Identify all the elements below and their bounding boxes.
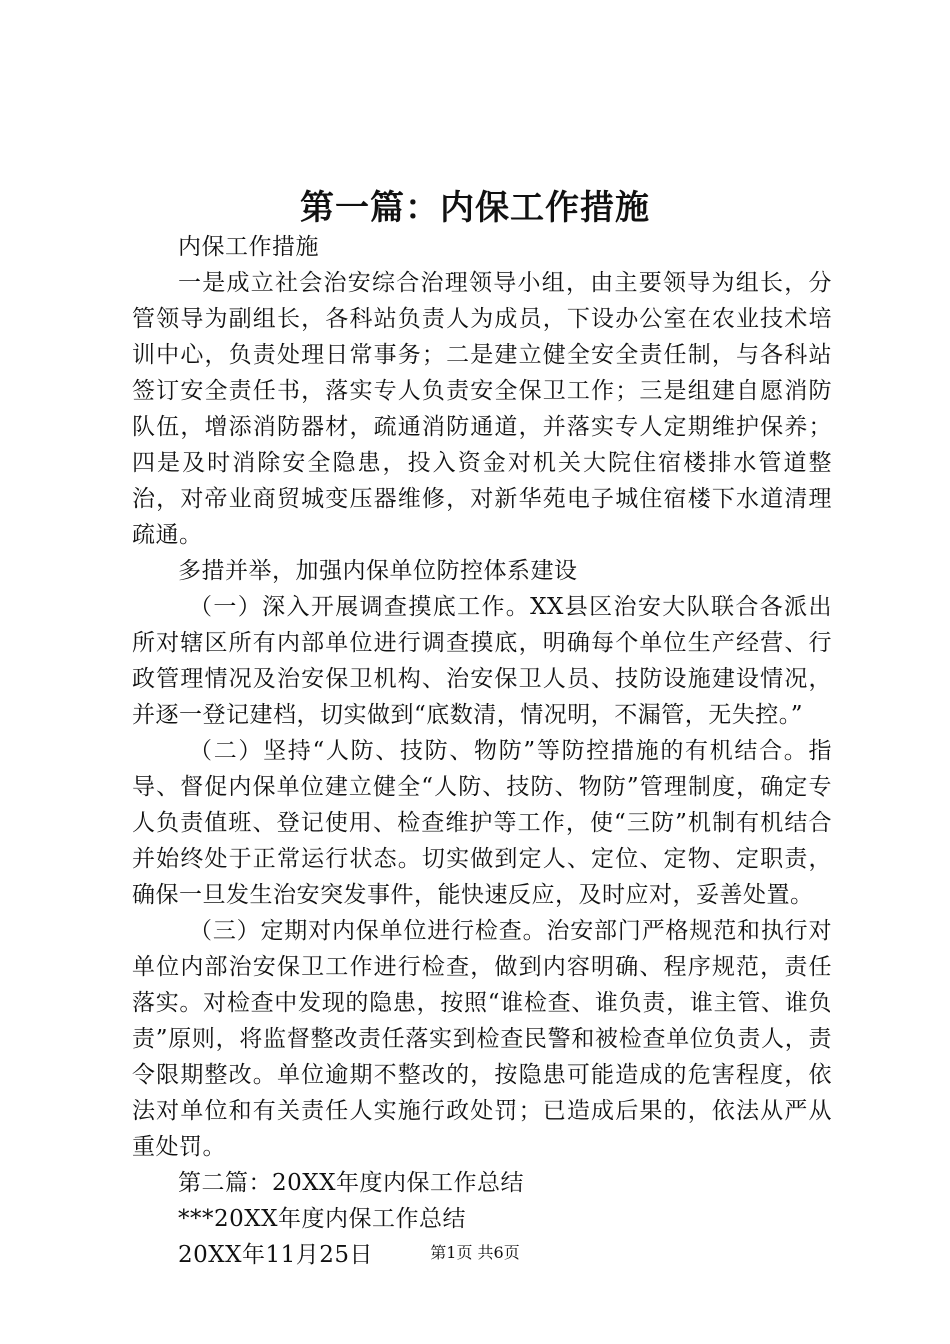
paragraph-item-one: （一）深入开展调查摸底工作。XX县区治安大队联合各派出所对辖区所有内部单位进行调查摸底，明确每个单位生产经营、行政管理情况及治安保卫机构、治安保卫人员、技防设施建设情况，并逐一登记建档，切实做到“底数清，情况明，不漏管，无失控。” (132, 594, 832, 728)
paragraph-date: 20XX年11月25日 (178, 1242, 374, 1268)
document-title: 第一篇：内保工作措施 (300, 188, 650, 228)
paragraph-item-two: （二）坚持“人防、技防、物防”等防控措施的有机结合。指导、督促内保单位建立健全“人防、技防、物防”管理制度，确定专人负责值班、登记使用、检查维护等工作，使“三防”机制有机结合并始终处于正常运行状态。切实做到定人、定位、定物、定职责，确保一旦发生治安突发事件，能快速反应，及时应对，妥善处置。 (132, 738, 832, 908)
paragraph-summary-title: ***20XX年度内保工作总结 (178, 1206, 467, 1232)
paragraph-measures-detail: 一是成立社会治安综合治理领导小组，由主要领导为组长，分管领导为副组长，各科站负责人为成员，下设办公室在农业技术培训中心，负责处理日常事务；二是建立健全安全责任制，与各科站签订安全责任书，落实专人负责安全保卫工作；三是组建自愿消防队伍，增添消防器材，疏通消防通道，并落实专人定期维护保养；四是及时消除安全隐患，投入资金对机关大院住宿楼排水管道整治，对帝业商贸城变压器维修，对新华苑电子城住宿楼下水道清理疏通。 (132, 270, 832, 548)
paragraph-second-article-title: 第二篇：20XX年度内保工作总结 (178, 1170, 525, 1196)
document-body (132, 229, 832, 1273)
paragraph-item-three: （三）定期对内保单位进行检查。治安部门严格规范和执行对单位内部治安保卫工作进行检查，做到内容明确、程序规范，责任落实。对检查中发现的隐患，按照“谁检查、谁负责，谁主管、谁负责”原则，将监督整改责任落实到检查民警和被检查单位负责人，责令限期整改。单位逾期不整改的，按隐患可能造成的危害程度，依法对单位和有关责任人实施行政处罚；已造成后果的，依法从严从重处罚。 (132, 918, 832, 1160)
page-number-footer: 第1页 共6页 (430, 1243, 520, 1262)
paragraph-heading-measures: 内保工作措施 (178, 234, 319, 260)
paragraph-section-heading: 多措并举，加强内保单位防控体系建设 (178, 558, 578, 584)
